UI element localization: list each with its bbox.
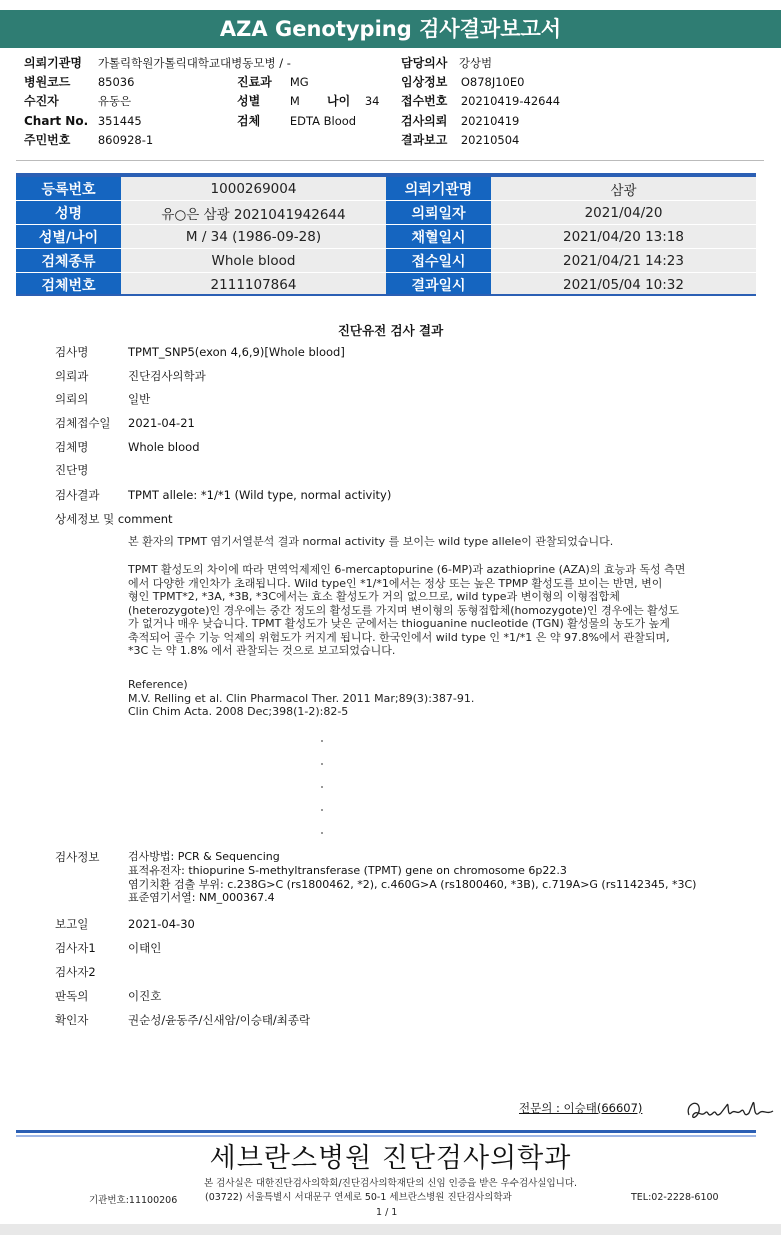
test-name-row bbox=[55, 344, 345, 360]
testreq-label: 검사의뢰 bbox=[401, 114, 448, 128]
target-gene: 표적유전자: thiopurine S-methyltransferase (TPMT) gene on chromosome 6p22.3 bbox=[128, 863, 567, 877]
report-date-value: 2021-04-30 bbox=[128, 917, 195, 931]
dept-value: 진단검사의학과 bbox=[128, 369, 206, 383]
institution-number: 기관번호:11100206 bbox=[89, 1195, 178, 1206]
hospital-name: 세브란스병원 진단검사의학과 bbox=[209, 1143, 572, 1174]
doctor-value: 일반 bbox=[128, 392, 151, 406]
comment-line: 형인 TPMT*2, *3A, *3B, *3C에서는 효소 활성도가 거의 없으므로, wild type과 변이형의 이형접합체 bbox=[128, 590, 620, 603]
receipt-label: 접수번호 bbox=[401, 94, 448, 108]
result-row bbox=[55, 487, 392, 503]
hospital-field bbox=[24, 54, 291, 73]
sex-value: M bbox=[289, 94, 300, 108]
dot-mark bbox=[321, 832, 323, 834]
tester2-label: 검사자2 bbox=[55, 965, 96, 979]
chart-value: 351445 bbox=[97, 114, 142, 128]
reg-value: 2021/04/20 13:18 bbox=[491, 225, 756, 249]
test-name-value: TPMT_SNP5(exon 4,6,9)[Whole blood] bbox=[128, 345, 345, 359]
patient-label: 수진자 bbox=[24, 94, 59, 108]
ssn-field bbox=[24, 131, 153, 150]
confirmer-label: 확인자 bbox=[55, 1013, 89, 1027]
doctor-label: 의뢰의 bbox=[55, 392, 89, 406]
reference-item: Clin Chim Acta. 2008 Dec;398(1-2):82-5 bbox=[128, 705, 349, 718]
reg-value: 2021/04/20 bbox=[491, 201, 756, 225]
detail-label: 상세정보 및 comment bbox=[55, 512, 173, 526]
specimen-value: EDTA Blood bbox=[289, 114, 357, 128]
bottom-strip bbox=[0, 1224, 781, 1235]
registration-row bbox=[16, 249, 756, 273]
page-number: 1 / 1 bbox=[376, 1207, 398, 1218]
reference-sequence: 표준염기서열: NM_000367.4 bbox=[128, 891, 275, 905]
dept-value: MG bbox=[289, 75, 309, 89]
testreq-value: 20210419 bbox=[460, 114, 520, 128]
telephone-text: TEL:02-2228-6100 bbox=[631, 1192, 719, 1203]
testreq-field bbox=[401, 112, 519, 131]
tester1-row bbox=[55, 940, 162, 956]
age-field bbox=[327, 92, 379, 111]
tester1-value: 이태인 bbox=[128, 941, 162, 955]
reg-key: 접수일시 bbox=[386, 249, 491, 273]
age-value: 34 bbox=[364, 94, 380, 108]
sex-label: 성별 bbox=[237, 94, 261, 108]
code-field bbox=[24, 73, 134, 92]
received-row bbox=[55, 415, 195, 431]
dot-mark bbox=[321, 740, 323, 742]
specimen-label: 검체 bbox=[237, 114, 261, 128]
dept-label: 진료과 bbox=[237, 75, 272, 89]
specimen-label: 검체명 bbox=[55, 440, 89, 454]
test-method: 검사방법: PCR & Sequencing bbox=[128, 850, 280, 863]
age-label: 나이 bbox=[327, 94, 351, 108]
doctor-row bbox=[55, 391, 151, 407]
reg-key: 성별/나이 bbox=[16, 225, 121, 249]
reg-value: 2111107864 bbox=[121, 273, 386, 297]
reg-key: 검체종류 bbox=[16, 249, 121, 273]
reg-value: 1000269004 bbox=[121, 177, 386, 201]
report-title: AZA Genotyping 검사결과보고서 bbox=[0, 10, 781, 48]
receipt-value: 20210419-42644 bbox=[460, 94, 561, 108]
comment-line: TPMT 활성도의 차이에 따라 면역억제제인 6-mercaptopurine (6-MP)과 azathioprine (AZA)의 효능과 독성 측면 bbox=[128, 563, 686, 576]
dot-mark bbox=[321, 809, 323, 811]
comment-line: 가 없거나 매우 낮습니다. TPMT 활성도가 낮은 군에서는 thioguanine nucleotide (TGN) 활성물의 농도가 높게 bbox=[128, 617, 670, 630]
comment-paragraph bbox=[128, 563, 708, 658]
sex-field bbox=[237, 92, 300, 111]
doctor-label: 담당의사 bbox=[401, 56, 448, 70]
doctor-value: 강상범 bbox=[458, 56, 493, 70]
detail-row bbox=[55, 511, 173, 527]
registration-table bbox=[16, 177, 756, 297]
ssn-label: 주민번호 bbox=[24, 133, 71, 147]
comment-line: 축적되어 골수 기능 억제의 위험도가 커지게 됩니다. 한국인에서 wild type 인 *1/*1 은 약 97.8%에서 관찰되며, bbox=[128, 630, 670, 644]
reg-key: 등록번호 bbox=[16, 177, 121, 201]
tester1-label: 검사자1 bbox=[55, 941, 96, 955]
ssn-value: 860928-1 bbox=[97, 133, 154, 147]
comment-summary: 본 환자의 TPMT 염기서열분석 결과 normal activity 를 보이는 wild type allele이 관찰되었습니다. bbox=[128, 535, 614, 548]
report-label: 결과보고 bbox=[401, 133, 448, 147]
clinical-label: 임상정보 bbox=[401, 75, 448, 89]
registration-row bbox=[16, 177, 756, 201]
specimen-row bbox=[55, 439, 200, 455]
specimen-value: Whole blood bbox=[128, 440, 200, 454]
tester2-row bbox=[55, 964, 127, 980]
reg-key: 채혈일시 bbox=[386, 225, 491, 249]
dot-mark bbox=[321, 763, 323, 765]
confirmer-value: 권순성/윤동주/신새암/이승태/최종락 bbox=[128, 1013, 311, 1027]
confirmer-row bbox=[55, 1012, 311, 1028]
dept-label: 의뢰과 bbox=[55, 369, 89, 383]
dept-row bbox=[55, 368, 206, 384]
reader-value: 이진호 bbox=[128, 989, 162, 1003]
result-value: TPMT allele: *1/*1 (Wild type, normal activity) bbox=[128, 488, 392, 502]
reader-row bbox=[55, 988, 162, 1004]
result-label: 검사결과 bbox=[55, 488, 100, 502]
specimen-field bbox=[237, 112, 356, 131]
code-value: 85036 bbox=[97, 75, 135, 89]
section-title: 진단유전 검사 결과 bbox=[337, 323, 444, 338]
patient-field bbox=[24, 92, 131, 111]
diagnosis-label: 진단명 bbox=[55, 463, 89, 477]
contact-link[interactable]: 전문의 : 이승태(66607) bbox=[519, 1101, 643, 1115]
clinical-field bbox=[401, 73, 524, 92]
clinical-value: O878J10E0 bbox=[460, 75, 525, 89]
reg-value: M / 34 (1986-09-28) bbox=[121, 225, 386, 249]
report-field bbox=[401, 131, 519, 150]
comment-line: 에서 다양한 개인차가 초래됩니다. Wild type인 *1/*1에서는 정상 또는 높은 TPMP 활성도를 보이는 반면, 변이 bbox=[128, 576, 663, 590]
patient-value: 유동은 bbox=[97, 94, 132, 108]
hospital-value: 가톨릭학원가톨릭대학교대병동모병 / - bbox=[97, 56, 291, 70]
footer-rule bbox=[16, 1130, 756, 1133]
registration-bottom-rule bbox=[16, 294, 756, 296]
test-info-row bbox=[55, 849, 127, 865]
comment-line: (heterozygote)인 경우에는 중간 정도의 활성도를 가지며 변이형의 동형접합체(homozygote)인 경우에는 활성도 bbox=[128, 603, 680, 617]
reg-value: 2021/04/21 14:23 bbox=[491, 249, 756, 273]
received-value: 2021-04-21 bbox=[128, 416, 195, 430]
references bbox=[128, 678, 708, 719]
dept-field bbox=[237, 73, 309, 92]
reg-key: 결과일시 bbox=[386, 273, 491, 297]
reg-key: 검체번호 bbox=[16, 273, 121, 297]
test-info-label: 검사정보 bbox=[55, 850, 100, 864]
reader-label: 판독의 bbox=[55, 989, 89, 1003]
report-date-label: 보고일 bbox=[55, 917, 89, 931]
report-date-row bbox=[55, 916, 195, 932]
comment-line: *3C 는 약 1.8% 에서 관찰되는 것으로 보고되었습니다. bbox=[128, 644, 396, 657]
code-label: 병원코드 bbox=[24, 75, 71, 89]
reg-key: 성명 bbox=[16, 201, 121, 225]
receipt-field bbox=[401, 92, 560, 111]
doctor-field bbox=[401, 54, 492, 73]
reference-title: Reference) bbox=[128, 678, 188, 691]
reg-value: Whole blood bbox=[121, 249, 386, 273]
registration-row bbox=[16, 201, 756, 225]
hospital-label: 의뢰기관명 bbox=[24, 56, 82, 70]
report-value: 20210504 bbox=[460, 133, 520, 147]
header-divider bbox=[16, 160, 764, 161]
address-text: (03722) 서울특별시 서대문구 연세로 50-1 세브란스병원 진단검사의학과 bbox=[205, 1192, 512, 1203]
reg-value: 유○은 삼광 2021041942644 bbox=[121, 201, 386, 225]
registration-row bbox=[16, 225, 756, 249]
test-name-label: 검사명 bbox=[55, 345, 89, 359]
reference-item: M.V. Relling et al. Clin Pharmacol Ther. 2011 Mar;89(3):387-91. bbox=[128, 691, 475, 705]
variant-sites: 염기치환 검출 부위: c.238G>C (rs1800462, *2), c.460G>A (rs1800460, *3B), c.719A>G (rs1142345, *3C) bbox=[128, 877, 697, 891]
certification-text: 본 검사실은 대한진단검사의학회/진단검사의학재단의 신임 인증을 받은 우수검사실입니다. bbox=[203, 1178, 578, 1189]
reg-value: 2021/05/04 10:32 bbox=[491, 273, 756, 297]
dot-mark bbox=[321, 786, 323, 788]
received-label: 검체접수일 bbox=[55, 416, 111, 430]
diagnosis-row bbox=[55, 462, 127, 478]
signature-image bbox=[683, 1093, 775, 1127]
reg-key: 의뢰일자 bbox=[386, 201, 491, 225]
test-info-body bbox=[128, 850, 696, 905]
chart-field bbox=[24, 112, 142, 131]
registration-row bbox=[16, 273, 756, 297]
chart-label: Chart No. bbox=[24, 114, 89, 128]
reg-value: 삼광 bbox=[491, 177, 756, 201]
reg-key: 의뢰기관명 bbox=[386, 177, 491, 201]
